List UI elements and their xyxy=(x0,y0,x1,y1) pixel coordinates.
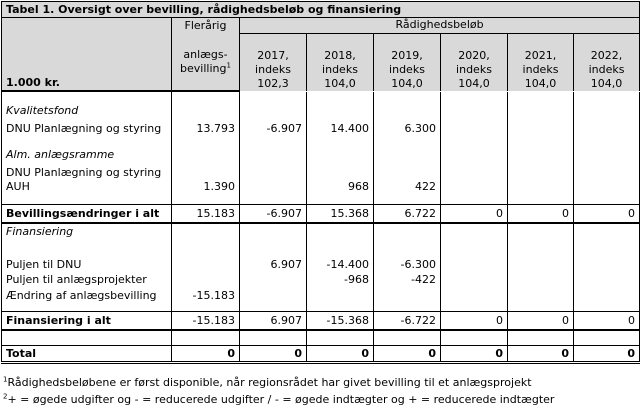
cell-2021: 0 xyxy=(508,205,574,224)
row-label: Total xyxy=(2,346,172,363)
row-label: DNU Planlægning og styring xyxy=(2,118,172,136)
total-row xyxy=(2,346,640,363)
cell-2022: 0 xyxy=(574,346,640,363)
cell-2017: 0 xyxy=(240,346,307,363)
cell-2017: 6.907 xyxy=(240,312,307,331)
section-label: Alm. anlægsramme xyxy=(2,148,172,162)
title-row xyxy=(2,2,640,18)
cell-2017: -6.907 xyxy=(240,118,307,136)
cell-2019: -422 xyxy=(374,272,441,287)
cell-2020: 0 xyxy=(441,346,508,363)
cell-2018: -968 xyxy=(307,272,374,287)
row-label: DNU Planlægning og styring AUH xyxy=(2,162,172,194)
cell-2019: 6.300 xyxy=(374,118,441,136)
section-finansiering xyxy=(2,223,640,239)
section-kvalitetsfond xyxy=(2,104,640,118)
row-label: Bevillingsændringer i alt xyxy=(2,205,172,224)
table-row xyxy=(2,118,640,136)
footnote-1: $^1$Rådighedsbeløbene er først disponible, når regionsrådet har givet bevilling til et anlægsprojekt xyxy=(3,375,532,389)
unit-label: 1.000 kr. xyxy=(2,76,172,91)
multiyear-header-line3: bevilling xyxy=(180,62,227,75)
cell-2018: -15.368 xyxy=(307,312,374,331)
year-header-2017: 2017, indeks 102,3 xyxy=(240,33,307,91)
section-label: Kvalitetsfond xyxy=(2,104,172,118)
subtotal-row-finansiering xyxy=(2,312,640,331)
section-alm-anlaegsramme xyxy=(2,148,640,162)
cell-2019: 0 xyxy=(374,346,441,363)
cell-2018: 968 xyxy=(307,162,374,194)
multiyear-header xyxy=(172,33,240,76)
subtotal-row-bevilling xyxy=(2,205,640,224)
header-row-1 xyxy=(2,18,640,34)
cell-multiyear: -15.183 xyxy=(172,287,240,303)
cell-2019: -6.722 xyxy=(374,312,441,331)
cell-multiyear: 13.793 xyxy=(172,118,240,136)
cell-2020: 0 xyxy=(441,205,508,224)
table-row xyxy=(2,272,640,287)
cell-multiyear: 15.183 xyxy=(172,205,240,224)
cell-2017: -6.907 xyxy=(240,205,307,224)
row-label: Puljen til DNU xyxy=(2,257,172,272)
budget-body xyxy=(1,92,640,364)
table-row xyxy=(2,162,640,194)
row-label: Puljen til anlægsprojekter xyxy=(2,272,172,287)
year-header-2021: 2021, indeks 104,0 xyxy=(508,33,574,91)
year-header-2018: 2018, indeks 104,0 xyxy=(307,33,374,91)
cell-multiyear: -15.183 xyxy=(172,312,240,331)
year-header-2020: 2020, indeks 104,0 xyxy=(441,33,508,91)
section-label: Finansiering xyxy=(2,223,172,239)
availability-header: Rådighedsbeløb xyxy=(240,18,640,34)
cell-2019: -6.300 xyxy=(374,257,441,272)
unit-cell xyxy=(2,18,172,77)
footnotes xyxy=(1,374,639,408)
table-row xyxy=(2,287,640,303)
year-header-2019: 2019, indeks 104,0 xyxy=(374,33,441,91)
multiyear-header-bottom xyxy=(172,76,240,91)
cell-2019: 422 xyxy=(374,162,441,194)
multiyear-footnote-marker: 1 xyxy=(226,61,231,70)
cell-2018: 14.400 xyxy=(307,118,374,136)
cell-multiyear: 0 xyxy=(172,346,240,363)
cell-2020: 0 xyxy=(441,312,508,331)
cell-2022: 0 xyxy=(574,312,640,331)
table-title: Tabel 1. Oversigt over bevilling, rådighedsbeløb og finansiering xyxy=(2,2,640,18)
table-row xyxy=(2,257,640,272)
budget-table xyxy=(1,1,640,92)
cell-2018: 0 xyxy=(307,346,374,363)
multiyear-header-line2: anlægs- xyxy=(183,48,228,61)
budget-table-frame xyxy=(1,1,639,364)
footnote-2: $^2$+ = øgede udgifter og - = reducerede udgifter / - = øgede indtægter og + = reducerede indtægter xyxy=(3,392,555,406)
cell-2021: 0 xyxy=(508,312,574,331)
cell-multiyear: 1.390 xyxy=(172,162,240,194)
cell-2017: 6.907 xyxy=(240,257,307,272)
row-label: Ændring af anlægsbevilling xyxy=(2,287,172,303)
multiyear-header-line1: Flerårig xyxy=(172,18,240,34)
cell-2022: 0 xyxy=(574,205,640,224)
cell-2019: 6.722 xyxy=(374,205,441,224)
cell-2018: -14.400 xyxy=(307,257,374,272)
cell-2018: 15.368 xyxy=(307,205,374,224)
cell-2021: 0 xyxy=(508,346,574,363)
row-label: Finansiering i alt xyxy=(2,312,172,331)
year-header-2022: 2022, indeks 104,0 xyxy=(574,33,640,91)
